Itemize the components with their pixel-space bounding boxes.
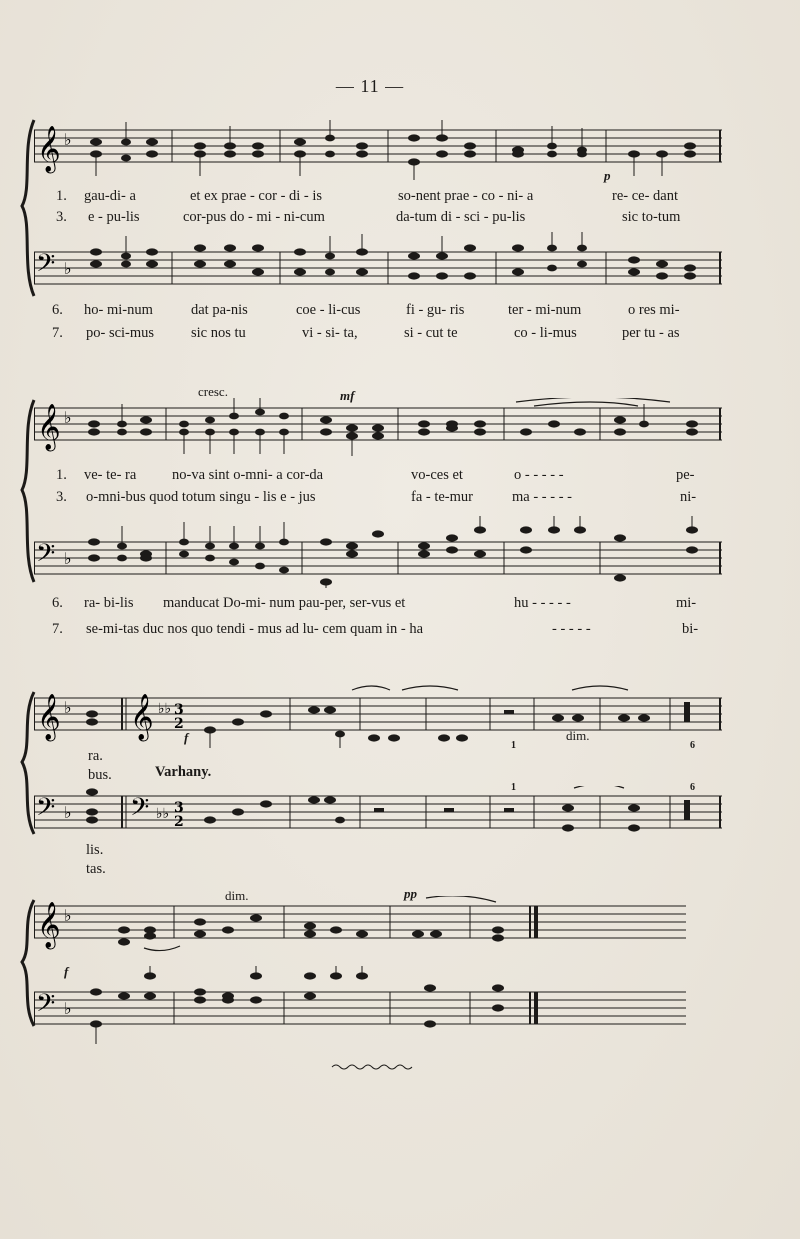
s1-verse6-num: 6.	[52, 302, 63, 318]
system-1-bass-staff	[34, 232, 724, 292]
page-number: — 11 —	[335, 76, 405, 96]
s2-verse7-a: se-mi-tas duc nos quo tendi - mus ad lu- cem quam in - ha	[86, 621, 424, 637]
system-2-bass-staff	[34, 516, 724, 588]
s2-verse1-c: vo-ces et	[411, 467, 463, 483]
s1-verse1-c: so-nent prae - co - ni- a	[398, 188, 534, 204]
s1-verse1-d: re- ce- dant	[612, 188, 679, 204]
system-3-treble-staff	[34, 680, 724, 750]
s1-verse1-a: gau-di- a	[84, 188, 136, 204]
svg-text:𝄞: 𝄞	[37, 404, 61, 450]
svg-text:♭: ♭	[64, 803, 72, 822]
s3-upper-syllable-3: bus.	[88, 767, 112, 783]
s1-verse6-b: dat pa-nis	[191, 302, 248, 318]
system-4-dynamic-f: f	[64, 964, 69, 979]
svg-text:3: 3	[174, 800, 184, 816]
s2-verse6-b: manducat Do-mi- num pau-per, ser-vus et	[163, 595, 406, 611]
s3-lower-syllable-7: tas.	[86, 861, 106, 877]
s2-verse6-num: 6.	[52, 595, 63, 611]
system-3-dynamic-f: f	[184, 730, 189, 745]
system-1-dynamic-p: p	[604, 168, 611, 183]
system-1-treble-staff	[34, 118, 724, 188]
svg-text:𝄢: 𝄢	[36, 989, 56, 1024]
s3-lower-syllable-6: lis.	[86, 842, 104, 858]
s1-verse7-num: 7.	[52, 325, 63, 341]
svg-text:𝄞: 𝄞	[37, 694, 61, 740]
svg-text:𝄢: 𝄢	[36, 249, 56, 284]
s2-verse6-a: ra- bi-lis	[84, 595, 134, 611]
s1-verse3-d: sic to-tum	[622, 209, 681, 225]
s2-verse7-c: bi-	[682, 621, 699, 637]
svg-text:♭: ♭	[64, 698, 72, 717]
svg-text:𝄞: 𝄞	[37, 126, 61, 172]
s1-verse3-num: 3.	[56, 209, 67, 225]
svg-text:♭♭: ♭♭	[156, 806, 170, 822]
s2-verse1-b: no-va sint o-mni- a cor-da	[172, 467, 324, 483]
s2-verse3-a: o-mni-bus quod totum singu - lis e - jus	[86, 489, 316, 505]
s1-verse1-b: et ex prae - cor - di - is	[190, 188, 323, 204]
s2-verse1-d: o - - - - -	[514, 467, 564, 483]
svg-text:𝄢: 𝄢	[36, 539, 56, 574]
svg-text:𝄞: 𝄞	[37, 902, 61, 948]
s2-verse6-d: mi-	[676, 595, 697, 611]
svg-text:♭: ♭	[64, 999, 72, 1018]
system-3-bar-number-1-lower: 1	[511, 782, 516, 793]
s1-verse7-e: co - li-mus	[514, 325, 577, 341]
svg-text:♭: ♭	[64, 549, 72, 568]
system-3-bar-number-6: 6	[690, 740, 695, 751]
system-3-bar-number-6-lower: 6	[690, 782, 695, 793]
cresc-marking: cresc.	[198, 384, 228, 399]
s1-verse6-f: o res mi-	[628, 302, 680, 318]
s3-upper-syllable-1: ra.	[88, 748, 103, 764]
system-4-dim: dim.	[225, 888, 249, 903]
s1-verse3-c: da-tum di - sci - pu-lis	[396, 209, 526, 225]
s2-verse1-num: 1.	[56, 467, 67, 483]
s1-verse7-f: per tu - as	[622, 325, 680, 341]
svg-text:2: 2	[174, 716, 184, 732]
s1-verse3-a: e - pu-lis	[88, 209, 140, 225]
svg-text:♭: ♭	[64, 259, 72, 278]
s1-verse7-c: vi - si- ta,	[302, 325, 358, 341]
system-2-treble-staff	[34, 398, 724, 468]
svg-text:♭: ♭	[64, 906, 72, 925]
s2-verse3-num: 3.	[56, 489, 67, 505]
svg-text:𝄢: 𝄢	[130, 793, 150, 828]
s1-verse6-e: ter - mi-num	[508, 302, 582, 318]
s1-verse6-c: coe - li-cus	[296, 302, 361, 318]
s1-verse1-num: 1.	[56, 188, 67, 204]
s1-verse6-d: fi - gu- ris	[406, 302, 465, 318]
svg-text:𝄢: 𝄢	[36, 793, 56, 828]
s1-verse6-a: ho- mi-num	[84, 302, 153, 318]
svg-text:𝄞: 𝄞	[130, 694, 154, 740]
system-3-bass-staff	[34, 786, 724, 840]
s1-verse7-b: sic nos tu	[191, 325, 246, 341]
system-4-dynamic-pp: pp	[404, 886, 417, 901]
s1-verse7-d: si - cut te	[404, 325, 458, 341]
organ-label: Varhany.	[155, 764, 212, 780]
s1-verse7-a: po- sci-mus	[86, 325, 155, 341]
s2-verse7-num: 7.	[52, 621, 63, 637]
s2-verse3-b: fa - te-mur	[411, 489, 473, 505]
system-2-dynamic-mf: mf	[340, 388, 355, 403]
system-4-bass-staff	[34, 966, 724, 1046]
s1-verse3-b: cor-pus do - mi - ni-cum	[183, 209, 325, 225]
s2-verse1-a: ve- te- ra	[84, 467, 137, 483]
s2-verse3-d: ni-	[680, 489, 697, 505]
system-4-treble-staff	[34, 896, 724, 956]
s2-verse3-c: ma - - - - -	[512, 489, 572, 505]
end-ornament	[330, 1062, 416, 1072]
system-3-bar-number-1: 1	[511, 740, 516, 751]
svg-text:♭: ♭	[64, 408, 72, 427]
s2-verse7-b: - - - - -	[552, 621, 591, 637]
svg-text:♭: ♭	[64, 130, 72, 149]
svg-text:3: 3	[174, 702, 184, 718]
system-3-dim-upper: dim.	[566, 728, 590, 743]
svg-text:♭♭: ♭♭	[158, 701, 172, 717]
svg-text:2: 2	[174, 814, 184, 830]
s2-verse6-c: hu - - - - -	[514, 595, 571, 611]
s2-verse1-e: pe-	[676, 467, 695, 483]
